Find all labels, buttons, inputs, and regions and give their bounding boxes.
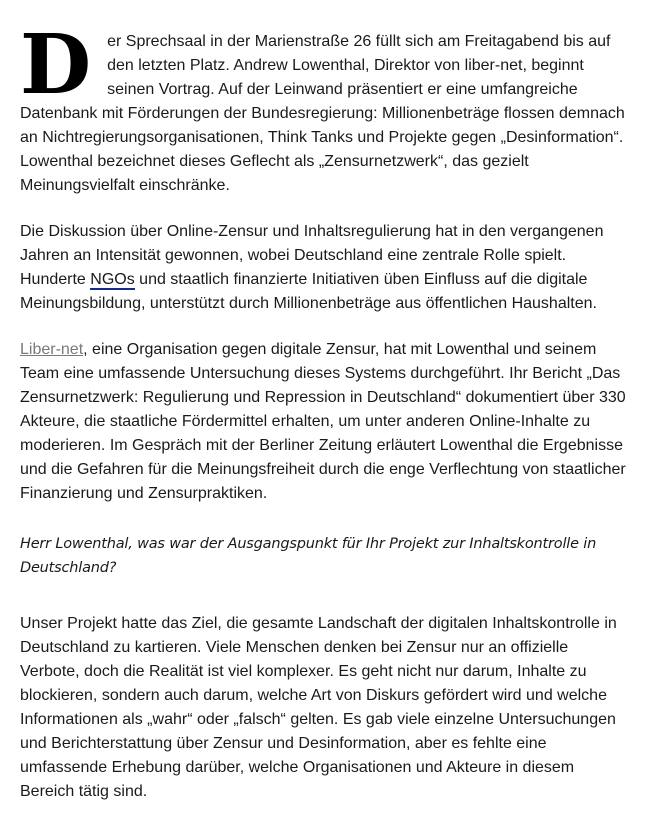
article-body [20, 17, 630, 826]
paragraph-text: , eine Organisation gegen digitale Zensur, hat mit Lowenthal und seinem Team eine umfassende Untersuchung dieses Systems durchgeführt. Ihr Bericht „Das Zensurnetzwerk: Regulierung und Repression in Deutschland“ dokumentiert über 330 Akteure, die staatliche Fördermittel erhalten, um unter anderen Online-Inhalte zu moderieren. Im Gespräch mit der Berliner Zeitung erläutert Lowenthal die Ergebnisse und die Gefahren für die Meinungsfreiheit durch die enge Verflechtung von staatlicher Finanzierung und Zensurpraktiken. [20, 341, 626, 502]
paragraph-text: Die Diskussion über Online-Zensur und Inhaltsregulierung hat in den vergangenen Jahren an Intensität gewonnen, wobei Deutschland eine zentrale Rolle spielt. Hunderte [20, 223, 604, 288]
ngos-link[interactable]: NGOs [90, 271, 135, 288]
intro-text: er Sprechsaal in der Marienstraße 26 füllt sich am Freitagabend bis auf den letzten Platz. Andrew Lowenthal, Direktor von liber-net, beginnt seinen Vortrag. Auf der Leinwand präsentiert er eine umfangreiche Datenbank mit Förderungen der Bundesregierung: Millionenbeträge flossen demnach an Nichtregierungsorganisationen, Think Tanks und Projekte gegen „Desinformation“. Lowenthal bezeichnet dieses Geflecht als „Zensurnetzwerk“, das gezielt Meinungsvielfalt einschränke. [20, 33, 625, 194]
interview-question: Herr Lowenthal, was war der Ausgangspunkt für Ihr Projekt zur Inhaltskontrolle in Deutschland? [20, 536, 597, 576]
paragraph-ngos [20, 220, 630, 316]
intro-paragraph [20, 17, 630, 198]
interview-answer: Unser Projekt hatte das Ziel, die gesamte Landschaft der digitalen Inhaltskontrolle in Deutschland zu kartieren. Viele Menschen denken bei Zensur nur an offizielle Verbote, doch die Realität ist viel komplexer. Es geht nicht nur darum, Inhalte zu blockieren, sondern auch darum, welche Art von Diskurs gefördert wird und welche Informationen als „wahr“ oder „falsch“ gelten. Es gab viele einzelne Untersuchungen und Berichterstattung über Zensur und Desinformation, aber es fehlte eine umfassende Erhebung darüber, welche Organisationen und Akteure in diesem Bereich tätig sind. [20, 615, 617, 800]
paragraph-libernet [20, 338, 630, 506]
paragraph-text: und staatlich finanzierte Initiativen üben Einfluss auf die digitale Meinungsbildung, unterstützt durch Millionenbeträge aus öffentlichen Haushalten. [20, 271, 597, 312]
libernet-link[interactable]: Liber-net [20, 341, 84, 358]
drop-cap: D [20, 17, 90, 113]
